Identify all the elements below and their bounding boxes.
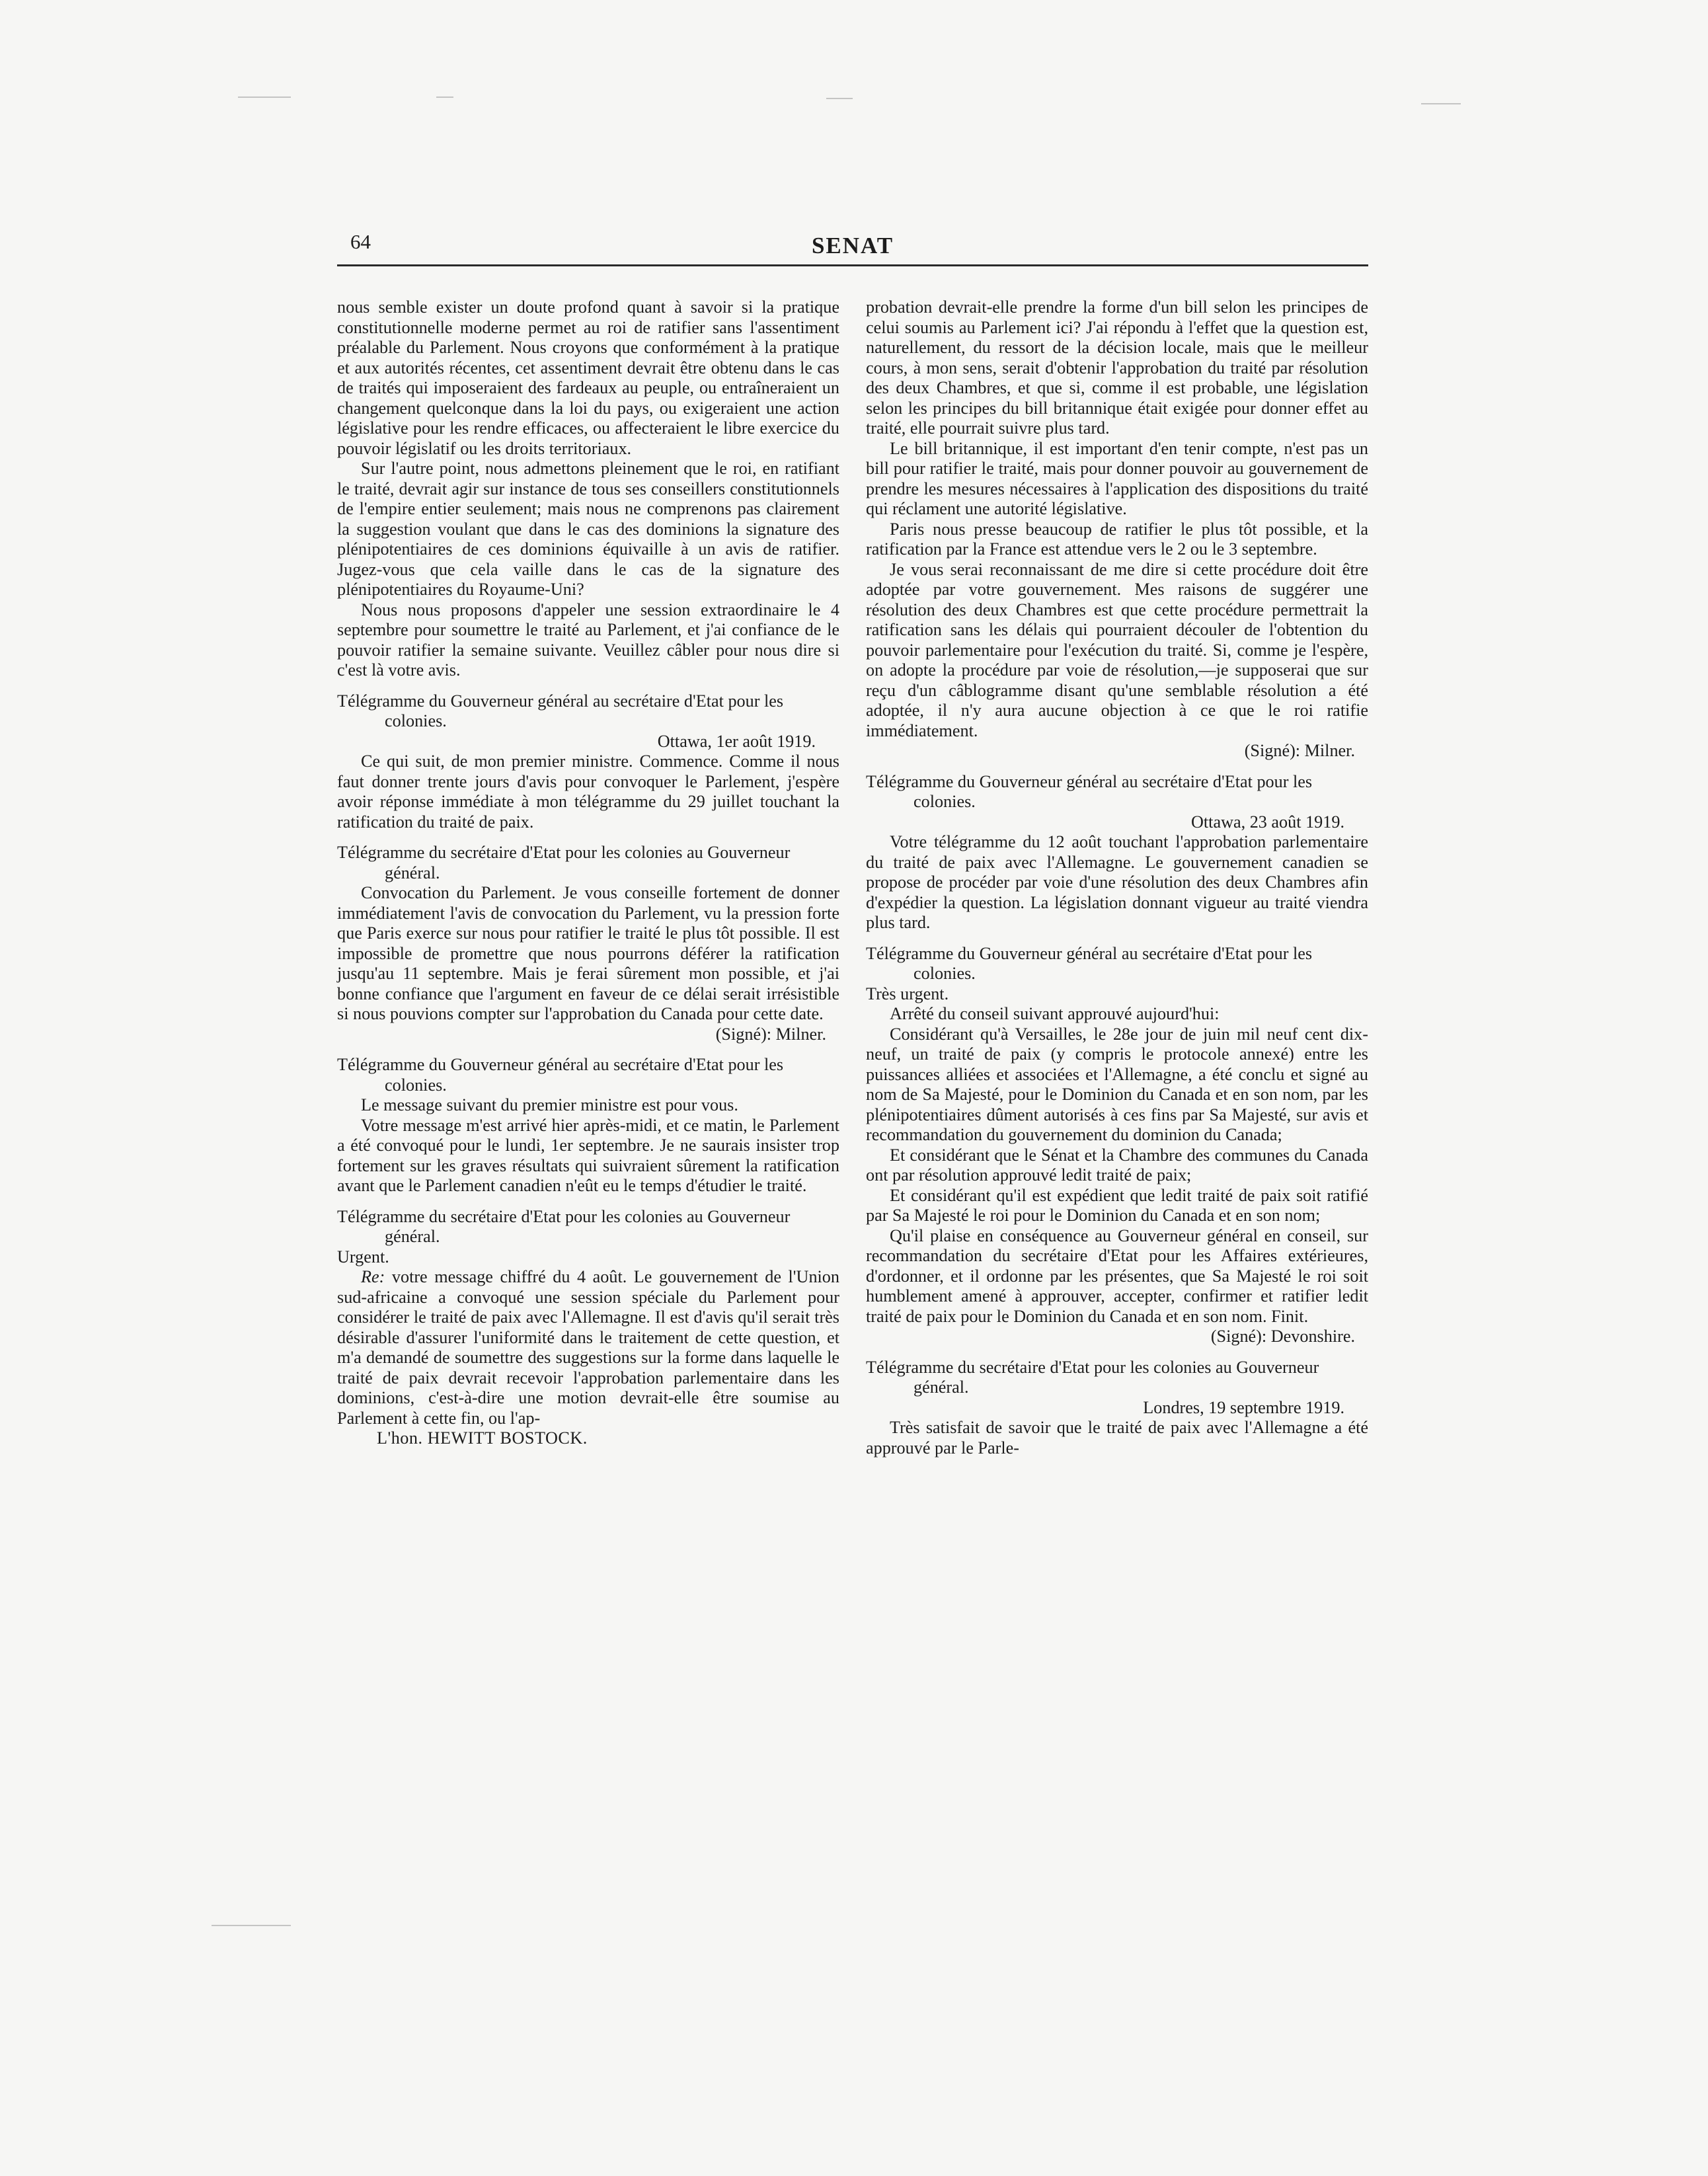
page-header [337, 218, 1368, 266]
paragraph: Paris nous presse beaucoup de ratifier le plus tôt possible, et la ratification par la France est attendue vers le 2 ou le 3 septembre. [866, 519, 1368, 559]
telegram-heading: Télégramme du secrétaire d'Etat pour les colonies au Gouverneur général. [866, 1357, 1319, 1397]
telegram-heading: Télégramme du Gouverneur général au secrétaire d'Etat pour les colonies. [866, 943, 1313, 983]
paragraph: Très urgent. [866, 984, 949, 1003]
paragraph-text: votre message chiffré du 4 août. Le gouvernement de l'Union sud-africaine a convoqué une session spéciale du Parlement pour considérer le traité de paix avec l'Allemagne. Il est d'avis qu'il serait très désirable d'assurer l'uniformité dans le traitement de cette question, et m'a demandé de soumettre des suggestions sur la forme dans laquelle le traité de paix devrait recevoir l'approbation parlementaire dans les dominions, c'est-à-dire une motion devrait-elle être soumise au Parlement à cette fin, ou l'ap- [337, 1267, 839, 1428]
telegram-heading: Télégramme du secrétaire d'Etat pour les colonies au Gouverneur général. [337, 843, 791, 882]
text-columns [337, 297, 1368, 1458]
telegram-heading: Télégramme du Gouverneur général au secrétaire d'Etat pour les colonies. [337, 1055, 784, 1095]
signature: (Signé): Milner. [1244, 741, 1355, 760]
running-title: SENAT [811, 233, 894, 258]
paragraph: Je vous serai reconnaissant de me dire si cette procédure doit être adoptée par votre gouvernement. Mes raisons de suggérer une résolution des deux Chambres est que cette procédure permettrait la ratification sans les délais qui pourraient découler de l'obtention du pouvoir parlementaire pour l'exécution du traité. Si, comme je l'espère, on adopte la procédure par voie de résolution,—je supposerai que sur reçu d'un câblogramme disant qu'une semblable résolution a été adoptée, il n'y aura aucune objection à ce que le roi ratifie immédiatement. [866, 559, 1368, 740]
paragraph: Très satisfait de savoir que le traité de paix avec l'Allemagne a été approuvé par le Parle- [866, 1418, 1368, 1457]
scan-mark [238, 97, 291, 98]
signature: (Signé): Milner. [715, 1024, 826, 1044]
paragraph: Votre message m'est arrivé hier après-midi, et ce matin, le Parlement a été convoqué pour le lundi, 1er septembre. Je ne saurais insister trop fortement sur les graves résultats qui suivraient sûrement la ratification avant que le Parlement canadien n'eût eu le temps d'étudier le traité. [337, 1115, 839, 1195]
left-column [337, 297, 839, 1458]
telegram-heading: Télégramme du secrétaire d'Etat pour les colonies au Gouverneur général. [337, 1206, 791, 1246]
scan-mark [1421, 103, 1461, 104]
paragraph: Convocation du Parlement. Je vous conseille fortement de donner immédiatement l'avis de convocation du Parlement, vu la pression forte que Paris exerce sur nous pour ratifier le traité le plus tôt possible. Il est impossible de promettre que nous pourrons déférer la ratification jusqu'au 11 septembre. Mais je ferai sûrement mon possible, et j'ai bonne confiance que l'argument en faveur de ce délai serait irrésistible si nous pouvions compter sur l'approbation du Canada pour cette date. [337, 883, 839, 1023]
paragraph [337, 1267, 839, 1428]
dateline: Ottawa, 23 août 1919. [1190, 812, 1344, 832]
page-number: 64 [350, 230, 371, 253]
paragraph: Urgent. [337, 1247, 389, 1266]
paragraph: Et considérant que le Sénat et la Chambre des communes du Canada ont par résolution approuvé ledit traité de paix; [866, 1145, 1368, 1185]
paragraph: Ce qui suit, de mon premier ministre. Commence. Comme il nous faut donner trente jours d'avis pour convoquer le Parlement, j'espère avoir réponse immédiate à mon télégramme du 29 juillet touchant la ratification du traité de paix. [337, 752, 839, 832]
re-label: Re: [361, 1267, 385, 1286]
dateline: Londres, 19 septembre 1919. [1143, 1397, 1344, 1417]
paragraph: Le message suivant du premier ministre est pour vous. [361, 1095, 738, 1114]
paragraph: Le bill britannique, il est important d'en tenir compte, n'est pas un bill pour ratifier le traité, mais pour donner pouvoir au gouvernement de prendre les mesures nécessaires à l'application des dispositions du traité qui réclament une autorité législative. [866, 438, 1368, 518]
paragraph: Nous nous proposons d'appeler une session extraordinaire le 4 septembre pour soumettre le traité au Parlement, et j'ai confiance de le pouvoir ratifier la semaine suivante. Veuillez câbler pour nous dire si c'est là votre avis. [337, 600, 839, 680]
paragraph: Sur l'autre point, nous admettons pleinement que le roi, en ratifiant le traité, devrait agir sur instance de tous ses conseillers constitutionnels de l'empire entier seulement; mais nous ne comprenons pas clairement la suggestion voulant que dans le cas des dominions la signature des plénipotentiaires de ces dominions équivaille à un avis de ratifier. Jugez-vous que cela vaille dans le cas de la signature des plénipotentiaires du Royaume-Uni? [337, 459, 839, 599]
scan-mark [436, 97, 453, 98]
scan-mark [212, 1925, 291, 1926]
telegram-heading: Télégramme du Gouverneur général au secrétaire d'Etat pour les colonies. [337, 691, 784, 730]
speaker-name: L'hon. HEWITT BOSTOCK. [377, 1428, 588, 1448]
paragraph: Considérant qu'à Versailles, le 28e jour de juin mil neuf cent dix-neuf, un traité de paix (y compris le protocole annexé) entre les puissances alliées et associées et l'Allemagne, a été conclu et signé au nom de Sa Majesté, pour le Dominion du Canada et en son nom, par les plénipotentiaires dûment autorisés à ces fins par Sa Majesté, sur avis et recommandation du gouvernement du dominion du Canada; [866, 1024, 1368, 1144]
paragraph: Et considérant qu'il est expédient que ledit traité de paix soit ratifié par Sa Majesté le roi pour le Dominion du Canada et en son nom; [866, 1185, 1368, 1225]
paragraph: Arrêté du conseil suivant approuvé aujourd'hui: [890, 1004, 1220, 1023]
telegram-heading: Télégramme du Gouverneur général au secrétaire d'Etat pour les colonies. [866, 771, 1313, 811]
scan-mark [826, 98, 853, 99]
signature: (Signé): Devonshire. [1210, 1327, 1355, 1346]
paragraph: nous semble exister un doute profond quant à savoir si la pratique constitutionnelle moderne permet au roi de ratifier sans l'assentiment préalable du Parlement. Nous croyons que conformément à la pratique et aux autorités récentes, cet assentiment devrait être obtenu dans le cas de traités qui imposeraient des fardeaux au peuple, ou entraîneraient un changement quelconque dans la loi du pays, ou exigeraient une action législative pour les rendre efficaces, ou affecteraient le libre exercice du pouvoir législatif ou les droits territoriaux. [337, 297, 839, 458]
paragraph: probation devrait-elle prendre la forme d'un bill selon les principes de celui soumis au Parlement ici? J'ai répondu à l'effet que la question est, naturellement, du ressort de la décision locale, mais que le meilleur cours, à mon sens, serait d'obtenir l'approbation du traité par résolution des deux Chambres, et que si, comme il est probable, une législation selon les principes du bill britannique était exigée pour donner effet au traité, elle pourrait suivre plus tard. [866, 297, 1368, 438]
right-column [866, 297, 1368, 1458]
document-page [337, 218, 1368, 1457]
paragraph: Qu'il plaise en conséquence au Gouverneur général en conseil, sur recommandation du secrétaire d'Etat pour les Affaires extérieures, d'ordonner, et il ordonne par les présentes, que Sa Majesté le roi soit humblement amené à approuver, accepter, confirmer et ratifier ledit traité de paix pour le Dominion du Canada et en son nom. Finit. [866, 1225, 1368, 1326]
paragraph: Votre télégramme du 12 août touchant l'approbation parlementaire du traité de paix avec l'Allemagne. Le gouvernement canadien se propose de procéder par voie d'une résolution des deux Chambres afin d'expédier la question. La législation donnant vigueur au traité viendra plus tard. [866, 832, 1368, 932]
dateline: Ottawa, 1er août 1919. [657, 731, 816, 751]
